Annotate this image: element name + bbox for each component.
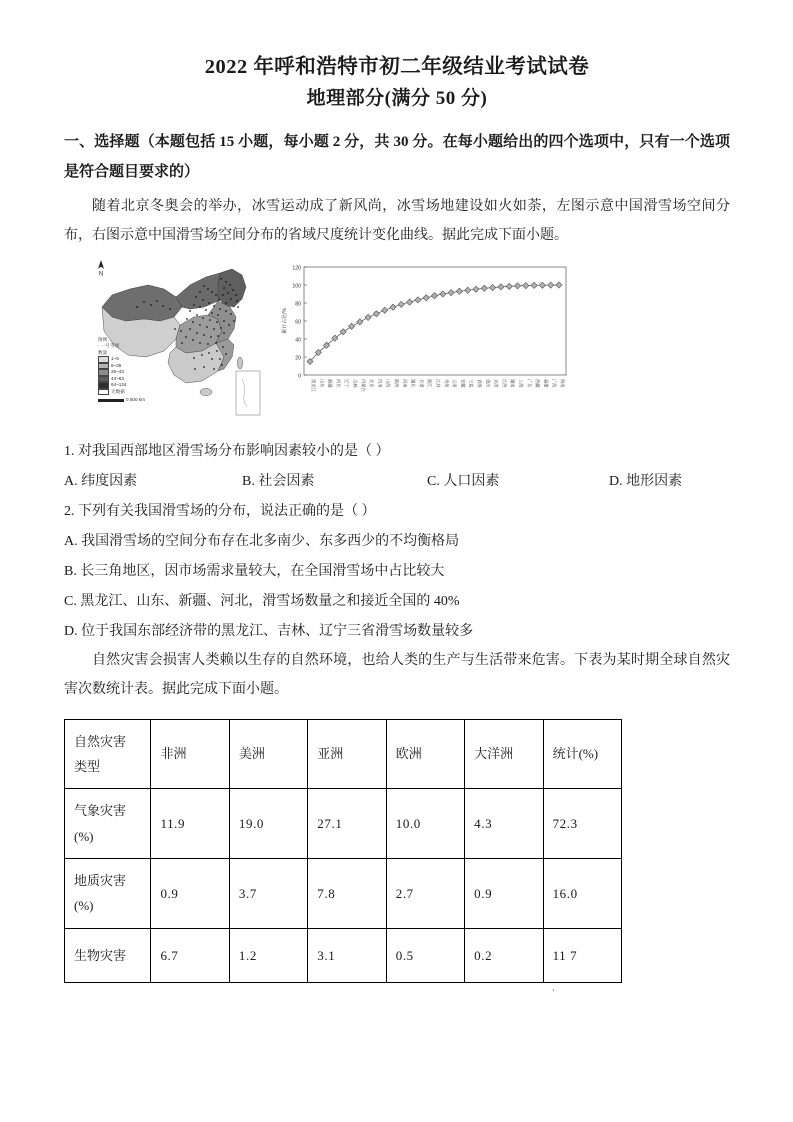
passage-natural-disasters: 自然灾害会损害人类赖以生存的自然环境，也给人类的生产与生活带来危害。下表为某时期全球自然灾害次数统计表。据此完成下面小题。 (64, 653, 730, 697)
svg-text:湖南: 湖南 (510, 378, 516, 388)
question-1-option-d[interactable]: D. 地形因素 (609, 473, 683, 489)
svg-text:60: 60 (295, 319, 301, 326)
cell-geological-asia: 7.8 (308, 859, 386, 929)
cell-meteorological-total: 72.3 (543, 789, 621, 859)
svg-text:吉林: 吉林 (352, 378, 358, 388)
row-label-biological: 生物灾害 (65, 928, 151, 982)
svg-text:海南: 海南 (560, 378, 565, 388)
question-1-option-b[interactable]: B. 社会因素 (242, 473, 315, 489)
legend-item-label: 无数据 (111, 388, 125, 394)
svg-text:内蒙古: 内蒙古 (360, 378, 366, 392)
scalebar-bar (98, 399, 124, 401)
header-type-line1: 自然灾害 (74, 733, 127, 749)
cell-biological-america: 1.2 (229, 928, 307, 982)
table-header-africa: 非洲 (151, 719, 229, 789)
svg-text:黑龙江: 黑龙江 (311, 378, 316, 392)
question-1-option-a[interactable]: A. 纬度因素 (64, 473, 138, 489)
svg-text:宁夏: 宁夏 (468, 378, 474, 388)
question-2-option-b[interactable]: B. 长三角地区，因市场需求量较大，在全国滑雪场中占比较大 (64, 564, 445, 579)
question-2-stem: 2. 下列有关我国滑雪场的分布，说法正确的是（ ） (64, 503, 376, 519)
north-arrow-icon (96, 260, 106, 276)
legend-swatch (98, 369, 109, 375)
table-row (65, 789, 622, 859)
cell-meteorological-america: 19.0 (229, 789, 307, 859)
table-header-total: 统计(%) (543, 719, 621, 789)
cell-geological-total: 16.0 (543, 859, 621, 929)
row-label-line1: 地质灾害 (74, 873, 127, 889)
svg-text:陕西: 陕西 (394, 378, 399, 388)
svg-text:20: 20 (295, 355, 301, 362)
svg-text:40: 40 (295, 337, 301, 344)
svg-text:重庆: 重庆 (485, 378, 491, 388)
svg-text:山西: 山西 (385, 378, 391, 388)
svg-text:辽宁: 辽宁 (344, 378, 350, 388)
cell-meteorological-oceania: 4.3 (465, 789, 543, 859)
row-label-line2: (%) (74, 898, 94, 914)
natural-disaster-table (64, 719, 622, 983)
cell-biological-europe: 0.5 (386, 928, 464, 982)
cell-biological-asia: 3.1 (308, 928, 386, 982)
svg-text:上海: 上海 (518, 378, 524, 388)
table-row (65, 928, 622, 982)
section-heading: 一、选择题（本题包括 15 小题，每小题 2 分，共 30 分。在每小题给出的四个选项中，只有一个选项是符合题目要求的） (64, 134, 730, 181)
question-1-option-c[interactable]: C. 人口因素 (427, 473, 500, 489)
cell-geological-oceania: 0.9 (465, 859, 543, 929)
page-subtitle: 地理部分(满分 50 分) (306, 87, 488, 109)
page-title: 2022 年呼和浩特市初二年级结业考试试卷 (204, 56, 590, 78)
legend-swatch (98, 382, 109, 388)
svg-text:湖北: 湖北 (410, 378, 416, 388)
svg-text:120: 120 (292, 265, 301, 272)
cell-biological-oceania: 0.2 (465, 928, 543, 982)
map-scalebar (98, 397, 145, 404)
svg-text:贵州: 贵州 (443, 378, 449, 388)
row-label-meteorological (65, 789, 151, 859)
cell-biological-total: 11 7 (543, 928, 621, 982)
cell-meteorological-africa: 11.9 (151, 789, 229, 859)
table-header-type (65, 719, 151, 789)
cell-geological-europe: 2.7 (386, 859, 464, 929)
svg-text:广西: 广西 (551, 378, 557, 388)
svg-text:江苏: 江苏 (435, 378, 441, 388)
legend-item-label: 1~5 (111, 356, 119, 362)
legend-swatch (98, 376, 109, 382)
svg-text:100: 100 (292, 283, 301, 290)
svg-text:四川: 四川 (377, 378, 383, 388)
row-label-line2: (%) (74, 828, 94, 844)
svg-text:0: 0 (298, 373, 301, 380)
table-header-asia: 亚洲 (308, 719, 386, 789)
svg-text:浙江: 浙江 (427, 378, 433, 388)
header-type-line2: 类型 (74, 759, 101, 774)
svg-text:福建: 福建 (543, 378, 549, 388)
question-2-option-a[interactable]: A. 我国滑雪场的空间分布存在北多南少、东多西少的不均衡格局 (64, 533, 460, 549)
map-legend (98, 337, 145, 404)
svg-text:N: N (98, 271, 104, 276)
question-2-option-d[interactable]: D. 位于我国东部经济带的黑龙江、吉林、辽宁三省滑雪场数量较多 (64, 624, 474, 640)
legend-item-label: 64~124 (111, 382, 127, 388)
legend-item (98, 389, 145, 396)
china-ski-resort-map (90, 259, 268, 425)
svg-text:天津: 天津 (493, 378, 499, 388)
legend-item-label: 44~63 (111, 375, 124, 381)
question-2-option-c[interactable]: C. 黑龙江、山东、新疆、河北，滑雪场数量之和接近全国的 40% (64, 594, 460, 610)
svg-text:80: 80 (295, 301, 301, 308)
question-1-stem: 1. 对我国西部地区滑雪场分布影响因素较小的是（ ） (64, 443, 390, 459)
cell-geological-africa: 0.9 (151, 859, 229, 929)
legend-swatch (98, 363, 109, 369)
cell-biological-africa: 6.7 (151, 928, 229, 982)
legend-title: 图例 (98, 336, 108, 342)
svg-text:北京: 北京 (369, 378, 375, 388)
svg-text:新疆: 新疆 (327, 378, 333, 388)
row-label-line1: 气象灾害 (74, 803, 127, 819)
legend-item-label: 6~25 (111, 362, 122, 368)
svg-text:云南: 云南 (452, 378, 458, 388)
legend-count-title: 数量 (98, 349, 108, 355)
table-header-america: 美洲 (229, 719, 307, 789)
cumulative-share-line-chart (276, 259, 576, 425)
table-header-oceania: 大洋洲 (465, 719, 543, 789)
svg-text:安徽: 安徽 (460, 378, 466, 388)
legend-item-label: 26~43 (111, 369, 124, 375)
cell-meteorological-asia: 27.1 (308, 789, 386, 859)
scalebar-label: 0 500 km (126, 397, 145, 403)
svg-text:甘肃: 甘肃 (418, 378, 424, 388)
page-content (64, 52, 730, 983)
svg-text:山东: 山东 (319, 378, 325, 388)
figure-group (64, 259, 730, 427)
svg-text:江西: 江西 (501, 378, 507, 388)
passage-winter-sports: 随着北京冬奥会的举办，冰雪运动成了新风尚，冰雪场地建设如火如荼，左图示意中国滑雪场空间分布，右图示意中国滑雪场空间分布的省域尺度统计变化曲线。据此完成下面小题。 (64, 199, 730, 243)
cell-meteorological-europe: 10.0 (386, 789, 464, 859)
question-1-options (64, 467, 730, 497)
table-row (65, 859, 622, 929)
svg-text:西藏: 西藏 (535, 378, 541, 388)
legend-swatch (98, 389, 109, 395)
legend-point-entry: · 一号雪场 (98, 343, 120, 349)
table-header-row (65, 719, 622, 789)
table-header-europe: 欧洲 (386, 719, 464, 789)
svg-text:河北: 河北 (335, 378, 341, 388)
svg-text:广东: 广东 (526, 378, 532, 388)
svg-text:青海: 青海 (477, 378, 482, 388)
svg-text:累计占比/%: 累计占比/% (282, 307, 288, 334)
svg-text:河南: 河南 (402, 378, 408, 388)
legend-swatch (98, 356, 109, 362)
cell-geological-america: 3.7 (229, 859, 307, 929)
row-label-geological (65, 859, 151, 929)
